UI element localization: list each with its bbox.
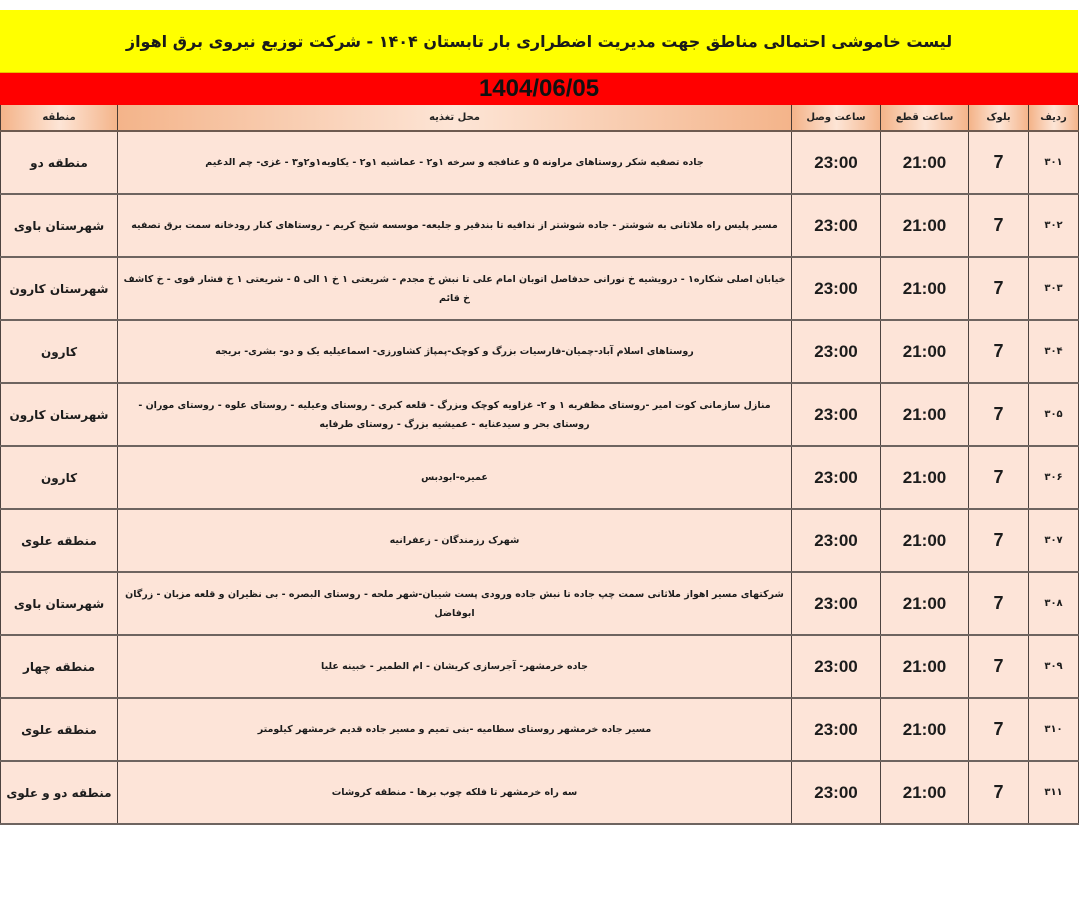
- block-cell: 7: [969, 761, 1029, 824]
- connect-time-cell: 23:00: [792, 698, 881, 761]
- cut-time-cell: 21:00: [881, 635, 969, 698]
- cut-time-cell: 21:00: [881, 509, 969, 572]
- connect-time-cell: 23:00: [792, 320, 881, 383]
- row-number-cell: ۳۰۵: [1029, 383, 1079, 446]
- header-feed-location: محل تغذیه: [118, 105, 792, 131]
- row-number-cell: ۳۰۳: [1029, 257, 1079, 320]
- block-cell: 7: [969, 320, 1029, 383]
- feed-location-cell: جاده تصفیه شکر روستاهای مراونه ۵ و عنافجه و سرخه ۱و۲ - عماشیه ۱و۲ - یکاویه۱و۲و۳ - غزی- چم الدغیم: [118, 131, 792, 194]
- connect-time-cell: 23:00: [792, 131, 881, 194]
- table-row: [1, 698, 1079, 761]
- row-number-cell: ۳۱۱: [1029, 761, 1079, 824]
- row-number-cell: ۳۰۱: [1029, 131, 1079, 194]
- block-cell: 7: [969, 194, 1029, 257]
- block-cell: 7: [969, 698, 1029, 761]
- connect-time-cell: 23:00: [792, 257, 881, 320]
- connect-time-cell: 23:00: [792, 635, 881, 698]
- outage-table: [0, 105, 1079, 825]
- table-row: [1, 509, 1079, 572]
- connect-time-cell: 23:00: [792, 572, 881, 635]
- table-row: [1, 635, 1079, 698]
- header-cut-time: ساعت قطع: [881, 105, 969, 131]
- cut-time-cell: 21:00: [881, 257, 969, 320]
- region-cell: شهرستان باوی: [1, 194, 118, 257]
- header-region: منطقه: [1, 105, 118, 131]
- block-cell: 7: [969, 131, 1029, 194]
- feed-location-cell: شرکتهای مسیر اهواز ملاثانی سمت چپ جاده تا نبش جاده ورودی پست شیبان-شهر ملحه - روستای البصره - بی نظیران و قلعه مزبان - زرگان ابوفاضل: [118, 572, 792, 635]
- region-cell: کارون: [1, 320, 118, 383]
- feed-location-cell: خیابان اصلی شکاره۱ - درویشیه خ نورانی حدفاصل اتوبان امام علی تا نبش خ مجدم - شریعتی ۱ خ ۱ الی ۵ - شریعتی ۱ خ فشار قوی - خ کاشف خ قائم: [118, 257, 792, 320]
- region-cell: منطقه دو و علوی: [1, 761, 118, 824]
- row-number-cell: ۳۰۸: [1029, 572, 1079, 635]
- table-row: [1, 257, 1079, 320]
- cut-time-cell: 21:00: [881, 572, 969, 635]
- cut-time-cell: 21:00: [881, 131, 969, 194]
- table-row: [1, 761, 1079, 824]
- cut-time-cell: 21:00: [881, 194, 969, 257]
- table-row: [1, 572, 1079, 635]
- connect-time-cell: 23:00: [792, 446, 881, 509]
- region-cell: شهرستان کارون: [1, 257, 118, 320]
- cut-time-cell: 21:00: [881, 446, 969, 509]
- schedule-date: 1404/06/05: [478, 75, 600, 102]
- row-number-cell: ۳۰۶: [1029, 446, 1079, 509]
- block-cell: 7: [969, 509, 1029, 572]
- feed-location-cell: سه راه خرمشهر تا فلکه چوب برها - منطقه کروشات: [118, 761, 792, 824]
- cut-time-cell: 21:00: [881, 761, 969, 824]
- document-title: لیست خاموشی احتمالی مناطق جهت مدیریت اضطراری بار تابستان ۱۴۰۴ - شرکت توزیع نیروی برق اهواز: [125, 31, 953, 51]
- table-header-row: [1, 105, 1079, 131]
- cut-time-cell: 21:00: [881, 383, 969, 446]
- feed-location-cell: مسیر پلیس راه ملاثانی به شوشتر - جاده شوشتر از ندافیه تا بندقیر و جلیعه- موسسه شیخ کریم - روستاهای کنار رودخانه سمت برق تصفیه: [118, 194, 792, 257]
- feed-location-cell: مسیر جاده خرمشهر روستای سطامیه -بنی تمیم و مسیر جاده قدیم خرمشهر کیلومتر: [118, 698, 792, 761]
- cut-time-cell: 21:00: [881, 320, 969, 383]
- row-number-cell: ۳۰۷: [1029, 509, 1079, 572]
- row-number-cell: ۳۰۹: [1029, 635, 1079, 698]
- outage-schedule-sheet: [0, 10, 1078, 825]
- connect-time-cell: 23:00: [792, 383, 881, 446]
- feed-location-cell: شهرک رزمندگان - زعفرانیه: [118, 509, 792, 572]
- table-row: [1, 446, 1079, 509]
- feed-location-cell: منازل سازمانی کوت امیر -روستای مظفریه ۱ و ۲- غزاویه کوچک وبزرگ - قلعه کبری - روستای وعیلیه - روستای علوه - روستای موران - روستای بحر و سیدعنایه - عمیشیه بزرگ - روستای طرفایه: [118, 383, 792, 446]
- region-cell: منطقه علوی: [1, 698, 118, 761]
- region-cell: شهرستان کارون: [1, 383, 118, 446]
- row-number-cell: ۳۱۰: [1029, 698, 1079, 761]
- feed-location-cell: عمیره-ابودبس: [118, 446, 792, 509]
- block-cell: 7: [969, 446, 1029, 509]
- connect-time-cell: 23:00: [792, 761, 881, 824]
- region-cell: منطقه چهار: [1, 635, 118, 698]
- connect-time-cell: 23:00: [792, 194, 881, 257]
- table-row: [1, 131, 1079, 194]
- header-block: بلوک: [969, 105, 1029, 131]
- table-row: [1, 194, 1079, 257]
- block-cell: 7: [969, 257, 1029, 320]
- table-row: [1, 320, 1079, 383]
- region-cell: منطقه دو: [1, 131, 118, 194]
- connect-time-cell: 23:00: [792, 509, 881, 572]
- block-cell: 7: [969, 635, 1029, 698]
- table-row: [1, 383, 1079, 446]
- region-cell: منطقه علوی: [1, 509, 118, 572]
- region-cell: کارون: [1, 446, 118, 509]
- feed-location-cell: جاده خرمشهر- آجرسازی کریشان - ام الطمیر - خبینه علیا: [118, 635, 792, 698]
- header-row-number: ردیف: [1029, 105, 1079, 131]
- header-connect-time: ساعت وصل: [792, 105, 881, 131]
- region-cell: شهرستان باوی: [1, 572, 118, 635]
- row-number-cell: ۳۰۴: [1029, 320, 1079, 383]
- block-cell: 7: [969, 383, 1029, 446]
- feed-location-cell: روستاهای اسلام آباد-چمیان-فارسیات بزرگ و کوچک-پمپاژ کشاورزی- اسماعیلیه یک و دو- بشری- بریجه: [118, 320, 792, 383]
- cut-time-cell: 21:00: [881, 698, 969, 761]
- row-number-cell: ۳۰۲: [1029, 194, 1079, 257]
- block-cell: 7: [969, 572, 1029, 635]
- date-bar: [0, 73, 1078, 105]
- document-title-bar: [0, 10, 1078, 73]
